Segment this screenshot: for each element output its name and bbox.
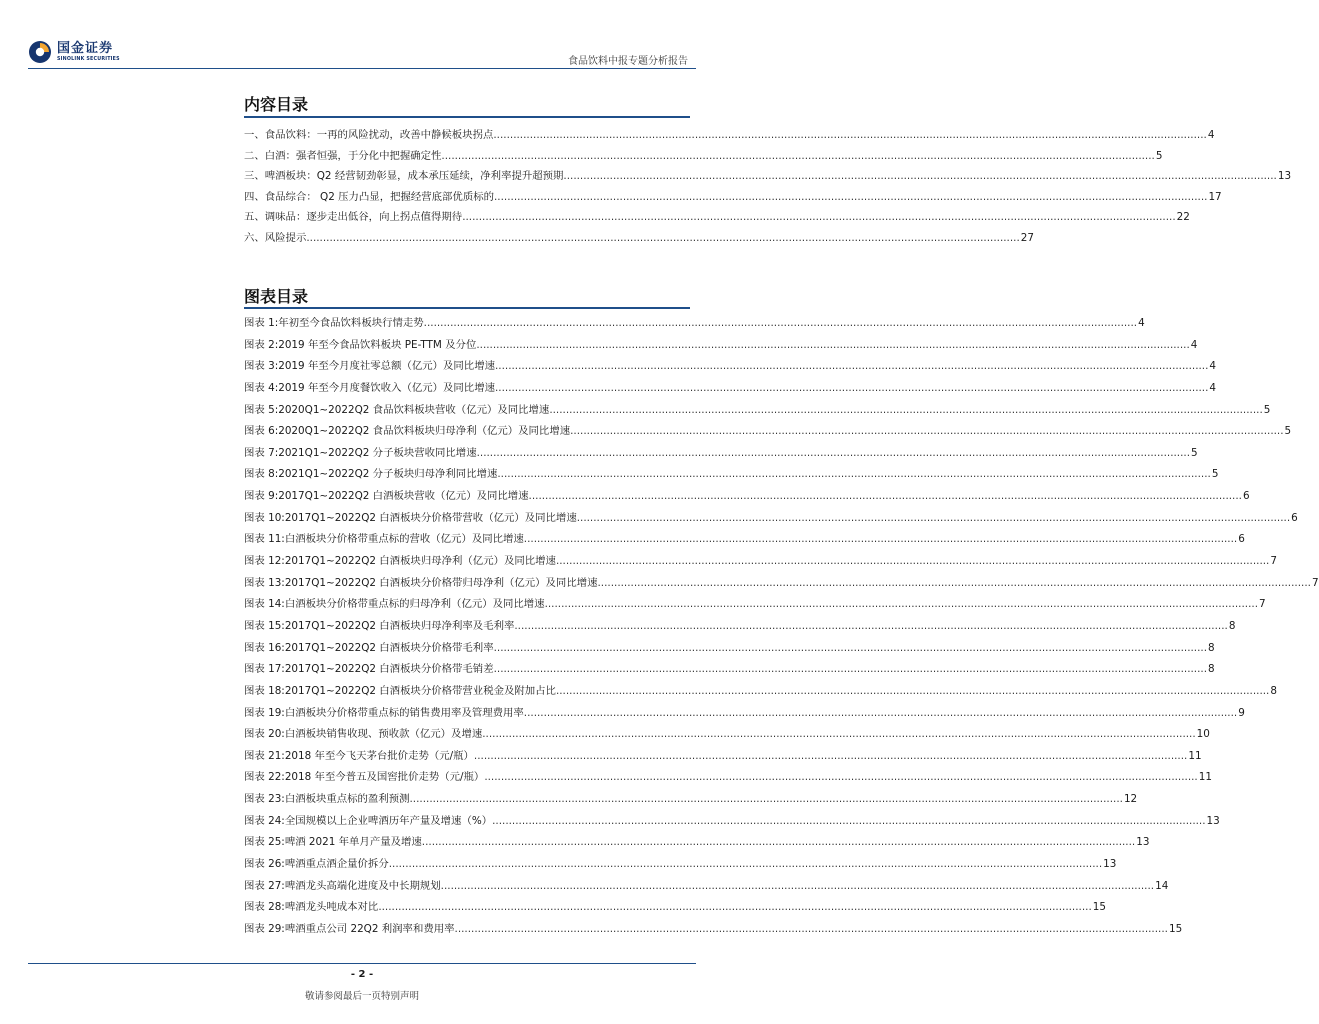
leader-dots: [577, 508, 1290, 530]
figure-entry[interactable]: [244, 854, 1117, 876]
figure-entry-text: 2021Q1~2022Q2 分子板块归母净利同比增速: [278, 468, 498, 481]
leader-dots: [598, 573, 1311, 595]
figure-entry-text: 白酒板块分价格带重点标的营收（亿元）及同比增速: [284, 533, 524, 546]
figure-entry-page: 5: [1191, 446, 1198, 459]
leader-dots: [484, 767, 1197, 789]
figure-entry[interactable]: [244, 832, 1150, 854]
figure-entry-page: 4: [1209, 381, 1217, 394]
figure-entry[interactable]: [244, 594, 1266, 616]
figure-entry-page: 5: [1211, 468, 1219, 481]
figure-entry[interactable]: [244, 486, 1250, 508]
figure-entry-page: 13: [1206, 814, 1220, 827]
leader-dots: [424, 313, 1137, 335]
footer-divider: [28, 963, 696, 964]
logo-english-name: SINOLINK SECURITIES: [57, 57, 120, 62]
contents-entry-page: 22: [1176, 211, 1190, 224]
figure-entry-text: 2017Q1~2022Q2 白酒板块分价格带毛利率: [284, 641, 494, 654]
figure-entry-page: 12: [1123, 793, 1138, 806]
figure-entry-text: 啤酒龙头高端化进度及中长期规划: [284, 879, 441, 892]
figure-entry-page: 7: [1311, 576, 1319, 589]
contents-title-rule: [244, 116, 690, 118]
figure-entry-text: 2019 年至今月度餐饮收入（亿元）及同比增速: [278, 381, 495, 394]
contents-entry-page: 5: [1155, 149, 1163, 162]
figure-entry-page: 13: [1136, 836, 1150, 849]
leader-dots: [570, 421, 1283, 443]
leader-dots: [494, 659, 1207, 681]
figures-title: 图表目录: [244, 287, 309, 306]
contents-entry-page: 4: [1207, 129, 1215, 141]
leader-dots: [495, 356, 1208, 378]
figure-entry-label: 图表 19:: [244, 706, 285, 719]
figure-entry-text: 啤酒重点公司 22Q2 利润率和费用率: [284, 922, 455, 935]
contents-entry-page: 27: [1020, 231, 1035, 244]
page-header: [0, 0, 724, 80]
figure-entry[interactable]: [244, 378, 1217, 400]
figure-entry-page: 14: [1155, 879, 1169, 892]
figure-entry-label: 图表 27:: [244, 879, 285, 892]
figure-entry[interactable]: [244, 356, 1217, 378]
contents-entry-text: 一、食品饮料：一再的风险扰动，改善中静候板块拐点: [244, 129, 494, 141]
figure-entry-label: 图表 22:: [244, 771, 285, 784]
disclaimer-note: 敬请参阅最后一页特别声明: [304, 991, 419, 1002]
figure-entry[interactable]: [244, 421, 1292, 443]
figure-entry-text: 白酒板块分价格带重点标的归母净利（亿元）及同比增速: [284, 598, 545, 611]
figure-entry[interactable]: [244, 508, 1298, 530]
company-logo: [28, 40, 120, 64]
figure-entry-page: 8: [1208, 663, 1215, 676]
figure-entry-label: 图表 9:: [244, 490, 279, 503]
leader-dots: [493, 125, 1206, 146]
figure-entry-text: 啤酒龙头吨成本对比: [284, 901, 379, 914]
figure-entry-label: 图表 14:: [244, 598, 285, 611]
figure-entry-page: 4: [1209, 360, 1217, 373]
leader-dots: [389, 854, 1102, 876]
figure-entry-page: 9: [1238, 706, 1245, 719]
figure-entry-label: 图表 8:: [244, 468, 279, 481]
contents-entry[interactable]: [244, 166, 1292, 187]
figure-entry-text: 2019 年至今月度社零总额（亿元）及同比增速: [278, 360, 495, 373]
figure-entry[interactable]: [244, 659, 1215, 681]
figure-entry[interactable]: [244, 767, 1212, 789]
contents-entry[interactable]: [244, 228, 1035, 249]
figure-entry-page: 15: [1092, 901, 1106, 914]
leader-dots: [549, 400, 1262, 422]
figure-entry-text: 2017Q1~2022Q2 白酒板块分价格带营收（亿元）及同比增速: [284, 511, 577, 524]
figure-entry-page: 7: [1270, 555, 1277, 568]
figure-entry-text: 2021Q1~2022Q2 分子板块营收同比增速: [278, 446, 477, 459]
contents-entry-page: 17: [1208, 190, 1222, 203]
leader-dots: [455, 919, 1168, 941]
figure-entry[interactable]: [244, 638, 1215, 660]
figure-entry[interactable]: [244, 443, 1198, 465]
figure-entry-page: 15: [1168, 922, 1183, 935]
figure-entry-page: 8: [1208, 641, 1215, 654]
figures-list: [244, 313, 1319, 941]
leader-dots: [495, 378, 1208, 400]
figure-entry-page: 13: [1103, 858, 1117, 871]
contents-entry-text: 三、啤酒板块：Q2 经营韧劲彰显，成本承压延续，净利率提升超预期: [244, 170, 564, 183]
figure-entry-label: 图表 13:: [244, 576, 285, 589]
leader-dots: [529, 486, 1242, 508]
contents-title: 内容目录: [244, 95, 309, 114]
figure-entry-label: 图表 1:: [244, 317, 279, 329]
figure-entry-label: 图表 17:: [244, 663, 285, 676]
contents-entry[interactable]: [244, 146, 1163, 167]
figure-entry-label: 图表 26:: [244, 858, 285, 871]
header-divider: [28, 68, 696, 69]
leader-dots: [492, 811, 1205, 833]
figure-entry-text: 2020Q1~2022Q2 食品饮料板块营收（亿元）及同比增速: [278, 403, 550, 416]
leader-dots: [476, 335, 1189, 357]
contents-entry[interactable]: [244, 125, 1215, 146]
figure-entry-label: 图表 3:: [244, 360, 279, 373]
leader-dots: [378, 897, 1091, 919]
leader-dots: [482, 724, 1195, 746]
figure-entry[interactable]: [244, 681, 1277, 703]
figure-entry-text: 2017Q1~2022Q2 白酒板块分价格带营业税金及附加占比: [284, 684, 556, 697]
leader-dots: [514, 616, 1227, 638]
figure-entry-text: 2017Q1~2022Q2 白酒板块归母净利率及毛利率: [284, 619, 515, 632]
figure-entry-page: 10: [1196, 728, 1210, 741]
leader-dots: [524, 529, 1237, 551]
leader-dots: [556, 551, 1269, 573]
contents-entry-page: 13: [1277, 170, 1292, 183]
figure-entry-text: 2017Q1~2022Q2 白酒板块营收（亿元）及同比增速: [278, 490, 529, 503]
figure-entry[interactable]: [244, 313, 1145, 335]
figure-entry-label: 图表 6:: [244, 425, 279, 438]
leader-dots: [441, 146, 1154, 167]
leader-dots: [524, 703, 1237, 725]
figure-entry-label: 图表 21:: [244, 749, 285, 762]
figure-entry-label: 图表 20:: [244, 728, 285, 741]
figure-entry[interactable]: [244, 919, 1183, 941]
figure-entry-text: 2018 年至今普五及国窖批价走势（元/瓶）: [284, 771, 485, 784]
logo-mark-icon: [28, 40, 52, 64]
figure-entry-label: 图表 23:: [244, 793, 285, 806]
leader-dots: [556, 681, 1269, 703]
leader-dots: [462, 207, 1175, 228]
leader-dots: [497, 464, 1210, 486]
figure-entry-page: 6: [1291, 511, 1298, 524]
figure-entry[interactable]: [244, 789, 1138, 811]
figure-entry-label: 图表 2:: [244, 338, 279, 351]
figure-entry-text: 2017Q1~2022Q2 白酒板块分价格带归母净利（亿元）及同比增速: [284, 576, 598, 589]
contents-entry-text: 二、白酒：强者恒强，于分化中把握确定性: [244, 149, 442, 162]
figure-entry[interactable]: [244, 529, 1245, 551]
contents-entry[interactable]: [244, 207, 1190, 228]
figure-entry-page: 7: [1259, 598, 1266, 611]
figure-entry[interactable]: [244, 464, 1219, 486]
figure-entry-page: 8: [1228, 619, 1236, 632]
report-type: 食品饮料中报专题分析报告: [568, 56, 688, 67]
figure-entry-label: 图表 11:: [244, 533, 285, 546]
figure-entry-page: 6: [1242, 490, 1250, 503]
leader-dots: [494, 638, 1207, 660]
leader-dots: [422, 832, 1135, 854]
figure-entry-label: 图表 10:: [244, 511, 285, 524]
figure-entry-page: 11: [1198, 771, 1212, 784]
figure-entry-text: 2017Q1~2022Q2 白酒板块分价格带毛销差: [284, 663, 494, 676]
page-number: - 2 -: [350, 969, 374, 980]
figure-entry-text: 年初至今食品饮料板块行情走势: [278, 317, 424, 329]
figure-entry-page: 5: [1263, 403, 1271, 416]
figure-entry-text: 2018 年至今飞天茅台批价走势（元/瓶）: [284, 749, 474, 762]
leader-dots: [545, 594, 1258, 616]
figure-entry-text: 啤酒 2021 年单月产量及增速: [284, 836, 422, 849]
leader-dots: [306, 228, 1019, 249]
figure-entry-text: 啤酒重点酒企量价拆分: [284, 858, 389, 871]
figure-entry-page: 11: [1188, 749, 1202, 762]
figure-entry-text: 2017Q1~2022Q2 白酒板块归母净利（亿元）及同比增速: [284, 555, 556, 568]
figure-entry-label: 图表 28:: [244, 901, 285, 914]
leader-dots: [441, 876, 1154, 898]
leader-dots: [410, 789, 1123, 811]
contents-entry-text: 五、调味品：逐步走出低谷，向上拐点值得期待: [244, 211, 463, 224]
figure-entry-label: 图表 16:: [244, 641, 285, 654]
leader-dots: [477, 443, 1190, 465]
contents-entry-text: 四、食品综合： Q2 压力凸显，把握经营底部优质标的: [244, 190, 494, 203]
figure-entry-label: 图表 24:: [244, 814, 285, 827]
figure-entry-page: 5: [1284, 425, 1292, 438]
logo-chinese-name: 国金证券: [57, 41, 114, 56]
figure-entry[interactable]: [244, 811, 1220, 833]
figure-entry-label: 图表 18:: [244, 684, 285, 697]
contents-entry[interactable]: [244, 187, 1222, 208]
leader-dots: [474, 746, 1187, 768]
contents-entry-text: 六、风险提示: [244, 231, 307, 244]
figure-entry-page: 4: [1138, 317, 1145, 329]
figure-entry-page: 6: [1238, 533, 1245, 546]
figure-entry[interactable]: [244, 876, 1169, 898]
figure-entry[interactable]: [244, 703, 1245, 725]
leader-dots: [494, 187, 1207, 208]
figure-entry[interactable]: [244, 746, 1202, 768]
figure-entry-label: 图表 25:: [244, 836, 285, 849]
figure-entry-text: 白酒板块分价格带重点标的销售费用率及管理费用率: [284, 706, 524, 719]
figure-entry-label: 图表 7:: [244, 446, 279, 459]
figures-title-rule: [244, 307, 690, 309]
figure-entry[interactable]: [244, 897, 1106, 919]
figure-entry-label: 图表 15:: [244, 619, 285, 632]
figure-entry-label: 图表 29:: [244, 922, 285, 935]
figure-entry[interactable]: [244, 616, 1236, 638]
figure-entry-text: 白酒板块销售收现、预收款（亿元）及增速: [284, 728, 483, 741]
figure-entry[interactable]: [244, 400, 1271, 422]
figure-entry[interactable]: [244, 551, 1277, 573]
leader-dots: [563, 166, 1276, 187]
figure-entry-text: 2019 年至今食品饮料板块 PE-TTM 及分位: [278, 338, 477, 351]
figure-entry[interactable]: [244, 724, 1210, 746]
figure-entry-page: 8: [1270, 684, 1277, 697]
figure-entry-text: 全国规模以上企业啤酒历年产量及增速（%）: [284, 814, 493, 827]
figure-entry-label: 图表 4:: [244, 381, 279, 394]
figure-entry-label: 图表 12:: [244, 555, 285, 568]
figure-entry-page: 4: [1190, 338, 1198, 351]
figure-entry[interactable]: [244, 335, 1198, 357]
contents-list: [244, 125, 1292, 249]
figure-entry-text: 白酒板块重点标的盈利预测: [284, 793, 410, 806]
figure-entry-label: 图表 5:: [244, 403, 279, 416]
figure-entry-text: 2020Q1~2022Q2 食品饮料板块归母净利（亿元）及同比增速: [278, 425, 571, 438]
figure-entry[interactable]: [244, 573, 1319, 595]
